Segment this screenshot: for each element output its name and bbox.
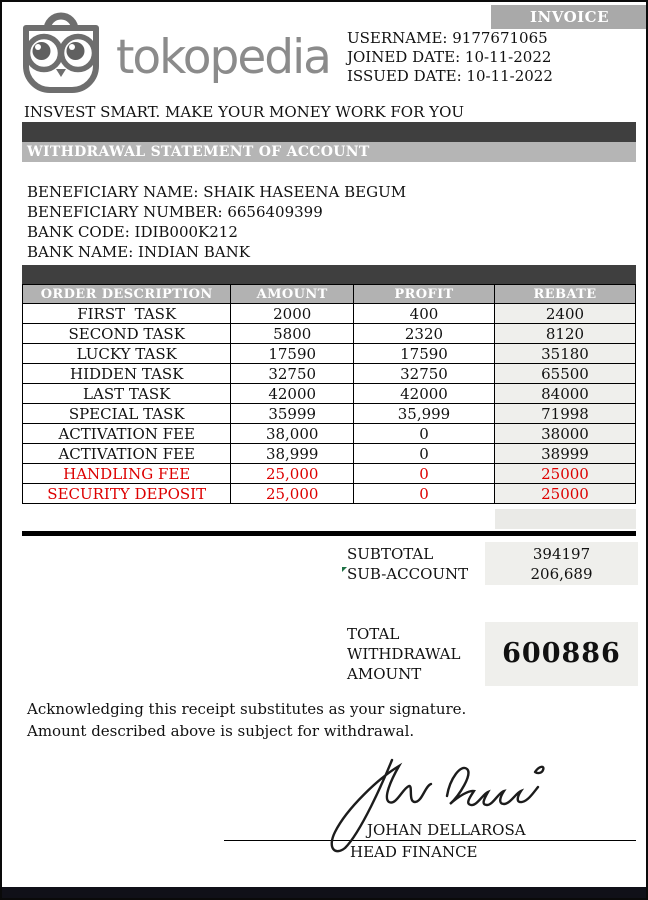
cell-rebate: 38000 [494,424,635,444]
cell-profit: 32750 [354,364,495,384]
tokopedia-owl-icon [14,6,108,100]
cell-description: LAST TASK [23,384,231,404]
cell-description: ACTIVATION FEE [23,444,231,464]
cell-rebate: 65500 [494,364,635,384]
summary-labels [347,544,468,584]
cell-amount: 32750 [231,364,354,384]
cell-profit: 35,999 [354,404,495,424]
cell-rebate: 25000 [494,484,635,504]
table-row [23,404,636,424]
account-info [347,29,553,86]
subaccount-value: 206,689 [530,565,593,583]
cell-amount: 42000 [231,384,354,404]
tagline-text: INSVEST SMART. MAKE YOUR MONEY WORK FOR YOU [24,103,465,121]
rebate-column-shading [495,509,636,529]
footer-bar [2,887,646,898]
cell-rebate: 2400 [494,304,635,324]
cell-profit: 2320 [354,324,495,344]
cell-profit: 42000 [354,384,495,404]
total-withdrawal-value: 600886 [485,622,638,686]
section-title: WITHDRAWAL STATEMENT OF ACCOUNT [22,142,636,162]
cell-profit: 0 [354,464,495,484]
cell-profit: 0 [354,444,495,464]
cell-description: SPECIAL TASK [23,404,231,424]
subtotal-value: 394197 [532,545,591,563]
cell-amount: 25,000 [231,484,354,504]
divider-bar-top [22,122,636,142]
invoice-badge: INVOICE [491,5,648,29]
table-row-fee [23,484,636,504]
cell-description: HANDLING FEE [23,464,231,484]
issued-date-line: ISSUED DATE: 10-11-2022 [347,67,553,85]
brand-wordmark: tokopedia [116,29,330,85]
note-line-1: Acknowledging this receipt substitutes as your signature. [27,700,467,718]
cell-amount: 2000 [231,304,354,324]
joined-date-line: JOINED DATE: 10-11-2022 [347,48,552,66]
cell-rebate: 84000 [494,384,635,404]
table-row [23,304,636,324]
table-row-fee [23,464,636,484]
cell-description: ACTIVATION FEE [23,424,231,444]
username-line: USERNAME: 9177671065 [347,29,548,47]
cell-rebate: 8120 [494,324,635,344]
subtotal-label: SUBTOTAL [347,545,434,563]
cell-description: SECOND TASK [23,324,231,344]
cell-rebate: 25000 [494,464,635,484]
col-header-description: ORDER DESCRIPTION [23,285,231,304]
cell-profit: 17590 [354,344,495,364]
cell-rebate: 38999 [494,444,635,464]
bank-name: BANK NAME: INDIAN BANK [27,243,250,261]
signatory-name: JOHAN DELLAROSA [367,821,526,839]
col-header-profit: PROFIT [354,285,495,304]
brand-logo [14,6,330,100]
note-line-2: Amount described above is subject for withdrawal. [27,721,415,740]
beneficiary-block [27,182,406,262]
cell-profit: 0 [354,484,495,504]
subaccount-label: SUB-ACCOUNT [347,564,468,584]
cell-rebate: 71998 [494,404,635,424]
summary-values [485,542,638,585]
summary-divider-line [22,531,636,536]
beneficiary-name: BENEFICIARY NAME: SHAIK HASEENA BEGUM [27,183,407,201]
cell-amount: 35999 [231,404,354,424]
signatory-title: HEAD FINANCE [350,843,478,861]
table-row [23,344,636,364]
cell-description: SECURITY DEPOSIT [23,484,231,504]
col-header-amount: AMOUNT [231,285,354,304]
cell-amount: 17590 [231,344,354,364]
signature-image [287,750,557,859]
cell-amount: 38,000 [231,424,354,444]
cell-description: FIRST TASK [23,304,231,324]
cell-profit: 0 [354,424,495,444]
cell-profit: 400 [354,304,495,324]
cell-description: HIDDEN TASK [23,364,231,384]
cell-amount: 38,999 [231,444,354,464]
col-header-rebate: REBATE [494,285,635,304]
table-header-row [23,285,636,304]
statement-table [22,284,636,504]
total-withdrawal-label: TOTAL WITHDRAWAL AMOUNT [347,625,461,683]
cell-comment-marker-icon [342,567,347,572]
table-row [23,324,636,344]
table-row [23,364,636,384]
acknowledgment-notes [27,699,466,742]
cell-amount: 5800 [231,324,354,344]
cell-description: LUCKY TASK [23,344,231,364]
cell-amount: 25,000 [231,464,354,484]
divider-bar-table [22,265,636,284]
bank-code: BANK CODE: IDIB000K212 [27,223,238,241]
table-row [23,444,636,464]
table-row [23,384,636,404]
table-row [23,424,636,444]
beneficiary-number: BENEFICIARY NUMBER: 6656409399 [27,203,323,221]
cell-rebate: 35180 [494,344,635,364]
